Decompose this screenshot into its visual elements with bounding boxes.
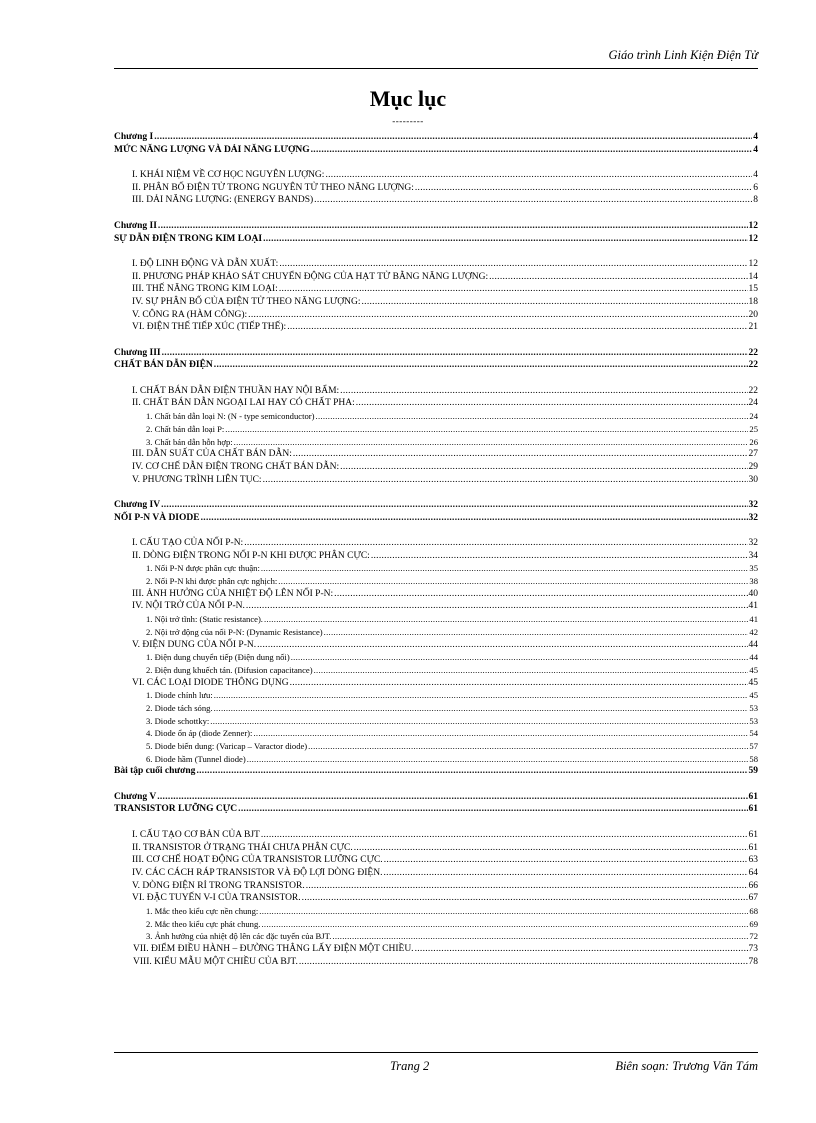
toc-page-number: 27 <box>748 449 758 460</box>
toc-page-number: 66 <box>748 880 758 891</box>
toc-leader-dots <box>356 397 748 410</box>
toc-entry-text: 2. Diode tách sóng. <box>146 702 213 713</box>
toc-entry[interactable] <box>114 867 758 880</box>
toc-page-number: 72 <box>749 931 758 942</box>
toc-entry[interactable] <box>114 220 758 233</box>
toc-page-number: 8 <box>753 195 758 206</box>
toc-entry-text: VI. ĐẶC TUYẾN V-I CỦA TRANSISTOR. <box>132 893 301 904</box>
toc-entry[interactable] <box>114 461 758 474</box>
toc-leader-dots <box>290 677 748 690</box>
toc-page-number: 12 <box>748 220 758 231</box>
toc-entry[interactable] <box>114 918 758 931</box>
toc-leader-dots <box>415 182 752 195</box>
toc-entry[interactable] <box>114 436 758 449</box>
toc-entry-text: I. CẤU TẠO CƠ BẢN CỦA BJT <box>132 829 260 840</box>
toc-entry-text: 4. Diode ổn áp (diode Zenner): <box>146 728 253 739</box>
toc-entry[interactable] <box>114 575 758 588</box>
toc-page-number: 14 <box>748 271 758 282</box>
toc-entry-text: 3. Ảnh hưởng của nhiệt độ lên các đặc tuyến của BJT. <box>146 931 332 942</box>
toc-leader-dots <box>263 474 748 487</box>
toc-page-number: 4 <box>753 132 758 142</box>
toc-page-number: 61 <box>748 791 758 802</box>
toc-entry-text: 2. Mắc theo kiểu cực phát chung. <box>146 918 261 929</box>
toc-leader-dots <box>158 220 748 233</box>
toc-entry[interactable] <box>114 765 758 778</box>
table-of-contents <box>114 131 758 968</box>
toc-page-number: 32 <box>748 512 758 523</box>
toc-entry[interactable] <box>114 956 758 969</box>
toc-entry-text: IV. NỘI TRỞ CỦA NỐI P-N. <box>132 601 245 612</box>
toc-leader-dots <box>261 562 749 575</box>
toc-entry-text: II. TRANSISTOR Ở TRẠNG THÁI CHƯA PHÂN CỰC. <box>132 842 353 853</box>
toc-leader-dots <box>314 194 752 207</box>
toc-page-number: 26 <box>749 436 758 447</box>
toc-entry[interactable] <box>114 600 758 613</box>
toc-leader-dots <box>371 550 748 563</box>
toc-entry-text: 1. Mắc theo kiểu cực nền chung: <box>146 905 259 916</box>
toc-entry[interactable] <box>114 423 758 436</box>
toc-entry[interactable] <box>114 182 758 195</box>
toc-entry[interactable] <box>114 499 758 512</box>
toc-spacer <box>114 156 758 169</box>
toc-page-number: 53 <box>749 715 758 726</box>
toc-page-number: 20 <box>748 309 758 320</box>
toc-entry[interactable] <box>114 892 758 905</box>
toc-leader-dots <box>238 803 747 816</box>
toc-page-number: 24 <box>748 398 758 409</box>
toc-leader-dots <box>306 880 748 893</box>
toc-entry[interactable] <box>114 474 758 487</box>
toc-spacer <box>114 245 758 258</box>
toc-leader-dots <box>234 436 749 449</box>
toc-leader-dots <box>244 537 747 550</box>
toc-entry-text: 2. Nội trở động của nối P-N: (Dynamic Resistance) <box>146 626 323 637</box>
toc-leader-dots <box>248 309 747 322</box>
toc-entry[interactable] <box>114 740 758 753</box>
toc-leader-dots <box>308 740 748 753</box>
toc-page-number: 41 <box>748 601 758 612</box>
toc-entry[interactable] <box>114 753 758 766</box>
toc-page-number: 4 <box>753 170 758 181</box>
toc-entry[interactable] <box>114 613 758 626</box>
toc-leader-dots <box>247 753 749 766</box>
toc-entry[interactable] <box>114 271 758 284</box>
toc-leader-dots <box>214 359 748 372</box>
toc-entry[interactable] <box>114 309 758 322</box>
toc-page-number: 45 <box>749 690 758 701</box>
toc-page-number: 58 <box>749 753 758 764</box>
toc-entry[interactable] <box>114 842 758 855</box>
toc-page-number: 61 <box>748 804 758 815</box>
toc-entry-text: II. PHÂN BỐ ĐIỆN TỬ TRONG NGUYÊN TỬ THEO NĂNG LƯỢNG: <box>132 182 414 193</box>
toc-entry[interactable] <box>114 550 758 563</box>
toc-leader-dots <box>332 930 748 943</box>
toc-leader-dots <box>489 271 747 284</box>
toc-entry-text: III. DẪN SUẤT CỦA CHẤT BÁN DẪN: <box>132 449 292 460</box>
toc-entry[interactable] <box>114 930 758 943</box>
toc-entry-text: I. CHẤT BÁN DẪN ĐIỆN THUẦN HAY NỘI BẨM: <box>132 385 340 396</box>
toc-page-number: 45 <box>748 677 758 688</box>
toc-spacer <box>114 486 758 499</box>
toc-entry-text: VIII. KIỂU MẪU MỘT CHIỀU CỦA BJT. <box>133 956 298 967</box>
toc-leader-dots <box>299 956 748 969</box>
toc-entry[interactable] <box>114 131 758 144</box>
toc-page-number: 32 <box>748 499 758 510</box>
toc-page-number: 59 <box>748 766 758 777</box>
toc-entry[interactable] <box>114 639 758 652</box>
toc-entry[interactable] <box>114 144 758 157</box>
toc-leader-dots <box>361 296 747 309</box>
toc-page-number: 45 <box>749 664 758 675</box>
toc-entry-text: 1. Nối P-N được phân cực thuận: <box>146 563 260 574</box>
toc-entry[interactable] <box>114 854 758 867</box>
toc-entry[interactable] <box>114 410 758 423</box>
toc-entry-text: SỰ DẪN ĐIỆN TRONG KIM LOẠI <box>114 233 263 244</box>
toc-page-number: 22 <box>748 385 758 396</box>
toc-entry-text: 2. Chất bán dẫn loại P: <box>146 423 225 434</box>
toc-page-number: 78 <box>748 956 758 967</box>
toc-page-number: 35 <box>749 563 758 574</box>
toc-entry-text: V. PHƯƠNG TRÌNH LIÊN TỤC: <box>132 474 262 485</box>
toc-leader-dots <box>325 169 752 182</box>
toc-leader-dots <box>334 588 747 601</box>
toc-leader-dots <box>384 854 748 867</box>
toc-entry-text: 1. Chất bán dẫn loại N: (N - type semiconductor) <box>146 411 315 422</box>
toc-entry-text: Chương III <box>114 347 161 358</box>
toc-leader-dots <box>278 575 748 588</box>
toc-spacer <box>114 372 758 385</box>
toc-page-number: 32 <box>748 538 758 548</box>
toc-entry[interactable] <box>114 689 758 702</box>
toc-page-number: 73 <box>748 944 758 954</box>
toc-entry[interactable] <box>114 651 758 664</box>
toc-leader-dots <box>261 829 748 842</box>
toc-entry[interactable] <box>114 397 758 410</box>
toc-page-number: 12 <box>748 233 758 244</box>
toc-leader-dots <box>253 727 748 740</box>
toc-leader-dots <box>162 347 748 360</box>
toc-leader-dots <box>383 867 747 880</box>
toc-leader-dots <box>264 613 748 626</box>
toc-entry-text: I. ĐỘ LINH ĐỘNG VÀ DẪN XUẤT: <box>132 258 279 269</box>
toc-page-number: 54 <box>749 728 758 739</box>
toc-entry-text: TRANSISTOR LƯỠNG CỰC <box>114 804 238 815</box>
toc-entry-text: 1. Điện dung chuyển tiếp (Điện dung nối) <box>146 652 290 663</box>
toc-page-number: 34 <box>748 550 758 561</box>
toc-spacer <box>114 207 758 220</box>
toc-leader-dots <box>154 131 752 144</box>
toc-leader-dots <box>279 283 748 296</box>
toc-entry-text: V. CÔNG RA (HÀM CÔNG): <box>132 309 248 320</box>
toc-entry-text: III. DẢI NĂNG LƯỢNG: (ENERGY BANDS) <box>132 195 314 206</box>
toc-entry[interactable] <box>114 512 758 525</box>
toc-entry[interactable] <box>114 715 758 728</box>
toc-page-number: 29 <box>748 461 758 472</box>
toc-entry[interactable] <box>114 829 758 842</box>
toc-entry-text: VII. ĐIỂM ĐIỀU HÀNH – ĐƯỜNG THẲNG LẤY ĐIỆN MỘT CHIỀU. <box>133 944 414 954</box>
toc-leader-dots <box>257 639 747 652</box>
toc-entry-text: III. THẾ NĂNG TRONG KIM LOẠI: <box>132 284 278 295</box>
toc-entry-text: 2. Điện dung khuếch tán. (Difusion capacitance) <box>146 664 313 675</box>
toc-page-number: 67 <box>748 893 758 904</box>
toc-entry[interactable] <box>114 626 758 639</box>
toc-entry-text: II. PHƯƠNG PHÁP KHẢO SÁT CHUYỂN ĐỘNG CỦA HẠT TỬ BẰNG NĂNG LƯỢNG: <box>132 271 489 282</box>
toc-entry[interactable] <box>114 347 758 360</box>
toc-leader-dots <box>201 512 748 525</box>
toc-spacer <box>114 778 758 791</box>
toc-entry-text: IV. CƠ CHẾ DẪN ĐIỆN TRONG CHẤT BÁN DẪN: <box>132 461 340 472</box>
toc-entry-text: II. DÒNG ĐIỆN TRONG NỐI P-N KHI ĐƯỢC PHÂN CỰC: <box>132 550 370 561</box>
toc-entry-text: 5. Diode biến dung: (Varicap – Varactor diode) <box>146 741 308 751</box>
toc-page-number: 15 <box>748 284 758 295</box>
toc-entry[interactable] <box>114 233 758 246</box>
toc-entry-text: V. DÒNG ĐIỆN RỈ TRONG TRANSISTOR. <box>132 880 305 891</box>
toc-entry[interactable] <box>114 359 758 372</box>
toc-page-number: 22 <box>748 347 758 358</box>
toc-entry[interactable] <box>114 880 758 893</box>
toc-leader-dots <box>157 791 747 804</box>
toc-entry-text: IV. SỰ PHÂN BỐ CỦA ĐIỆN TỬ THEO NĂNG LƯỢNG: <box>132 296 361 307</box>
toc-page-number: 53 <box>749 702 758 713</box>
toc-entry-text: MỨC NĂNG LƯỢNG VÀ DẢI NĂNG LƯỢNG <box>114 144 310 155</box>
toc-page-number: 6 <box>753 182 758 193</box>
toc-page-number: 57 <box>749 741 758 751</box>
toc-spacer <box>114 816 758 829</box>
toc-entry-text: 3. Chất bán dẫn hỗn hợp: <box>146 436 233 447</box>
toc-entry-text: I. CẤU TẠO CỦA NỐI P-N: <box>132 538 244 548</box>
toc-leader-dots <box>196 765 747 778</box>
toc-leader-dots <box>415 943 748 956</box>
toc-entry-text: 2. Nối P-N khi được phân cực nghịch: <box>146 576 278 587</box>
toc-entry-text: I. KHÁI NIỆM VỀ CƠ HỌC NGUYÊN LƯỢNG: <box>132 170 325 181</box>
toc-entry-text: 3. Diode schottky: <box>146 715 210 726</box>
toc-entry-text: 1. Diode chỉnh lưu: <box>146 690 213 701</box>
title-separator: --------- <box>392 116 424 126</box>
toc-page-number: 68 <box>749 905 758 916</box>
toc-entry[interactable] <box>114 791 758 804</box>
toc-page-number: 24 <box>749 411 758 422</box>
toc-entry-text: V. ĐIỆN DUNG CỦA NỐI P-N. <box>132 639 257 650</box>
toc-entry[interactable] <box>114 664 758 677</box>
toc-entry[interactable] <box>114 562 758 575</box>
toc-leader-dots <box>210 715 748 728</box>
toc-page-number: 38 <box>749 576 758 587</box>
toc-page-number: 61 <box>748 829 758 840</box>
toc-entry[interactable] <box>114 283 758 296</box>
running-header: Giáo trình Linh Kiện Điện Tử <box>608 48 758 62</box>
toc-leader-dots <box>291 651 749 664</box>
page-title: Mục lục <box>369 86 447 111</box>
toc-leader-dots <box>302 892 748 905</box>
toc-entry-text: Chương IV <box>114 499 161 510</box>
toc-entry-text: III. ẢNH HƯỞNG CỦA NHIỆT ĐỘ LÊN NỐI P-N: <box>132 588 334 599</box>
toc-entry-text: VI. ĐIỆN THẾ TIẾP XÚC (TIẾP THẾ): <box>132 322 287 333</box>
footer-rule <box>114 1052 758 1053</box>
toc-entry[interactable] <box>114 905 758 918</box>
toc-page-number: 64 <box>748 867 758 878</box>
toc-entry[interactable] <box>114 943 758 956</box>
toc-page-number: 61 <box>748 842 758 853</box>
toc-entry[interactable] <box>114 448 758 461</box>
toc-leader-dots <box>287 321 747 334</box>
toc-page-number: 25 <box>749 423 758 434</box>
toc-leader-dots <box>214 702 749 715</box>
toc-page-number: 18 <box>748 296 758 307</box>
toc-entry[interactable] <box>114 385 758 398</box>
toc-entry-text: II. CHẤT BÁN DẪN NGOẠI LAI HAY CÓ CHẤT PHA: <box>132 398 355 409</box>
toc-leader-dots <box>263 233 747 246</box>
toc-entry[interactable] <box>114 727 758 740</box>
toc-spacer <box>114 334 758 347</box>
toc-leader-dots <box>316 410 749 423</box>
toc-page-number: 30 <box>748 474 758 485</box>
toc-entry-text: IV. CÁC CÁCH RÁP TRANSISTOR VÀ ĐỘ LỢI DÒNG ĐIỆN. <box>132 867 383 878</box>
toc-entry[interactable] <box>114 169 758 182</box>
toc-leader-dots <box>161 499 747 512</box>
toc-entry-text: VI. CÁC LOẠI DIODE THÔNG DỤNG <box>132 677 289 688</box>
page-number: Trang 2 <box>390 1059 430 1073</box>
toc-leader-dots <box>340 385 747 398</box>
toc-page-number: 44 <box>748 639 758 650</box>
toc-entry[interactable] <box>114 194 758 207</box>
toc-leader-dots <box>214 689 749 702</box>
toc-entry-text: Chương I <box>114 132 154 142</box>
toc-entry[interactable] <box>114 677 758 690</box>
toc-entry-text: Chương V <box>114 791 157 802</box>
toc-page-number: 69 <box>749 918 758 929</box>
toc-entry[interactable] <box>114 588 758 601</box>
toc-page-number: 21 <box>748 322 758 333</box>
toc-leader-dots <box>259 905 748 918</box>
toc-entry-text: 6. Diode hầm (Tunnel diode) <box>146 753 246 764</box>
toc-page-number: 41 <box>749 614 758 625</box>
toc-page-number: 44 <box>749 652 758 663</box>
toc-entry-text: CHẤT BÁN DẪN ĐIỆN <box>114 360 213 371</box>
toc-entry[interactable] <box>114 537 758 550</box>
toc-page-number: 22 <box>748 360 758 371</box>
toc-leader-dots <box>340 461 747 474</box>
toc-leader-dots <box>354 842 748 855</box>
toc-page-number: 63 <box>748 855 758 866</box>
toc-entry-text: NỐI P-N VÀ DIODE <box>114 512 200 523</box>
toc-page-number: 42 <box>749 626 758 637</box>
toc-leader-dots <box>314 664 749 677</box>
toc-leader-dots <box>246 600 748 613</box>
toc-entry[interactable] <box>114 803 758 816</box>
toc-entry-text: Bài tập cuối chương <box>114 766 196 777</box>
toc-leader-dots <box>311 144 753 157</box>
toc-page-number: 12 <box>748 258 758 269</box>
toc-leader-dots <box>324 626 749 639</box>
toc-entry[interactable] <box>114 702 758 715</box>
toc-entry[interactable] <box>114 296 758 309</box>
toc-page-number: 40 <box>748 588 758 599</box>
toc-entry-text: 1. Nội trở tĩnh: (Static resistance). <box>146 614 263 625</box>
toc-leader-dots <box>225 423 748 436</box>
toc-page-number: 4 <box>753 144 758 155</box>
toc-entry[interactable] <box>114 258 758 271</box>
toc-leader-dots <box>293 448 748 461</box>
toc-entry-text: Chương II <box>114 220 157 231</box>
toc-entry[interactable] <box>114 321 758 334</box>
toc-leader-dots <box>261 918 748 931</box>
toc-leader-dots <box>279 258 747 271</box>
header-rule <box>114 68 758 69</box>
toc-entry-text: III. CƠ CHẾ HOẠT ĐỘNG CỦA TRANSISTOR LƯỠNG CỰC. <box>132 855 383 866</box>
toc-spacer <box>114 524 758 537</box>
author-credit: Biên soạn: Trương Văn Tám <box>615 1059 758 1073</box>
